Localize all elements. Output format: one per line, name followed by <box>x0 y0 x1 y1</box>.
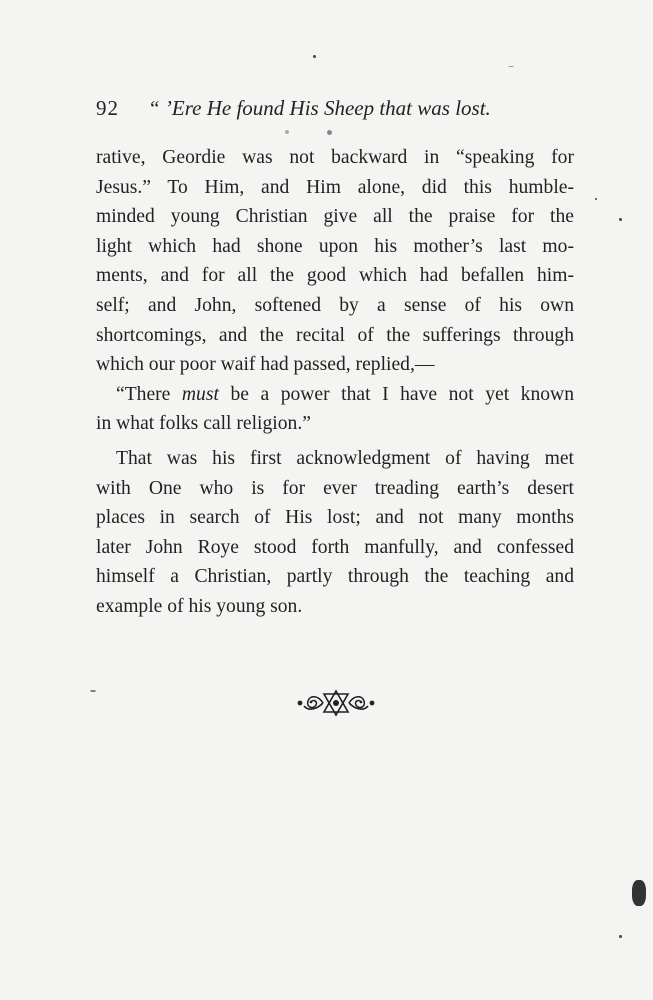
scan-speck <box>327 130 332 135</box>
running-head <box>96 96 536 126</box>
paragraph-1 <box>96 143 574 380</box>
running-title: “ ’Ere He found His Sheep that was lost. <box>148 96 491 120</box>
scan-speck <box>285 130 289 134</box>
text-line: light which had shone upon his mother’s last mo- <box>96 235 574 257</box>
scan-speck <box>595 198 597 200</box>
emphasis-text: must <box>181 383 219 405</box>
text-line: later John Roye stood forth manfully, and confessed <box>96 536 574 558</box>
text-line: rative, Geordie was not backward in “speaking for <box>96 147 574 168</box>
text-line: ments, and for all the good which had befallen him- <box>96 265 574 287</box>
scan-speck <box>632 880 646 906</box>
text-line: example of his young son. <box>96 595 303 617</box>
text-line: That was his first acknowledgment of having met <box>116 447 574 469</box>
body-text <box>96 143 574 622</box>
text-line: minded young Christian give all the praise for the <box>96 206 574 228</box>
text-line: places in search of His lost; and not many months <box>96 507 574 529</box>
paragraph-3 <box>96 444 574 622</box>
ornament-icon <box>296 688 376 718</box>
scan-speck <box>619 935 622 938</box>
text-line: in what folks call religion.” <box>96 413 311 435</box>
scan-speck <box>90 690 96 692</box>
text-line: shortcomings, and the recital of the sufferings through <box>96 324 574 346</box>
text-line <box>96 380 574 410</box>
text-line: which our poor waif had passed, replied,— <box>96 354 435 376</box>
text-segment: be a power that I have not yet known <box>218 383 574 405</box>
paragraph-2 <box>96 380 574 439</box>
scan-speck <box>619 218 622 221</box>
text-segment: “There <box>116 383 182 405</box>
text-line: with One who is for ever treading earth’s desert <box>96 477 574 499</box>
text-line: Jesus.” To Him, and Him alone, did this humble- <box>96 176 574 198</box>
text-line: self; and John, softened by a sense of his own <box>96 294 574 316</box>
scan-speck <box>508 66 514 67</box>
page-number: 92 <box>96 96 119 120</box>
text-line: himself a Christian, partly through the teaching and <box>96 566 574 588</box>
scan-speck <box>313 55 316 58</box>
